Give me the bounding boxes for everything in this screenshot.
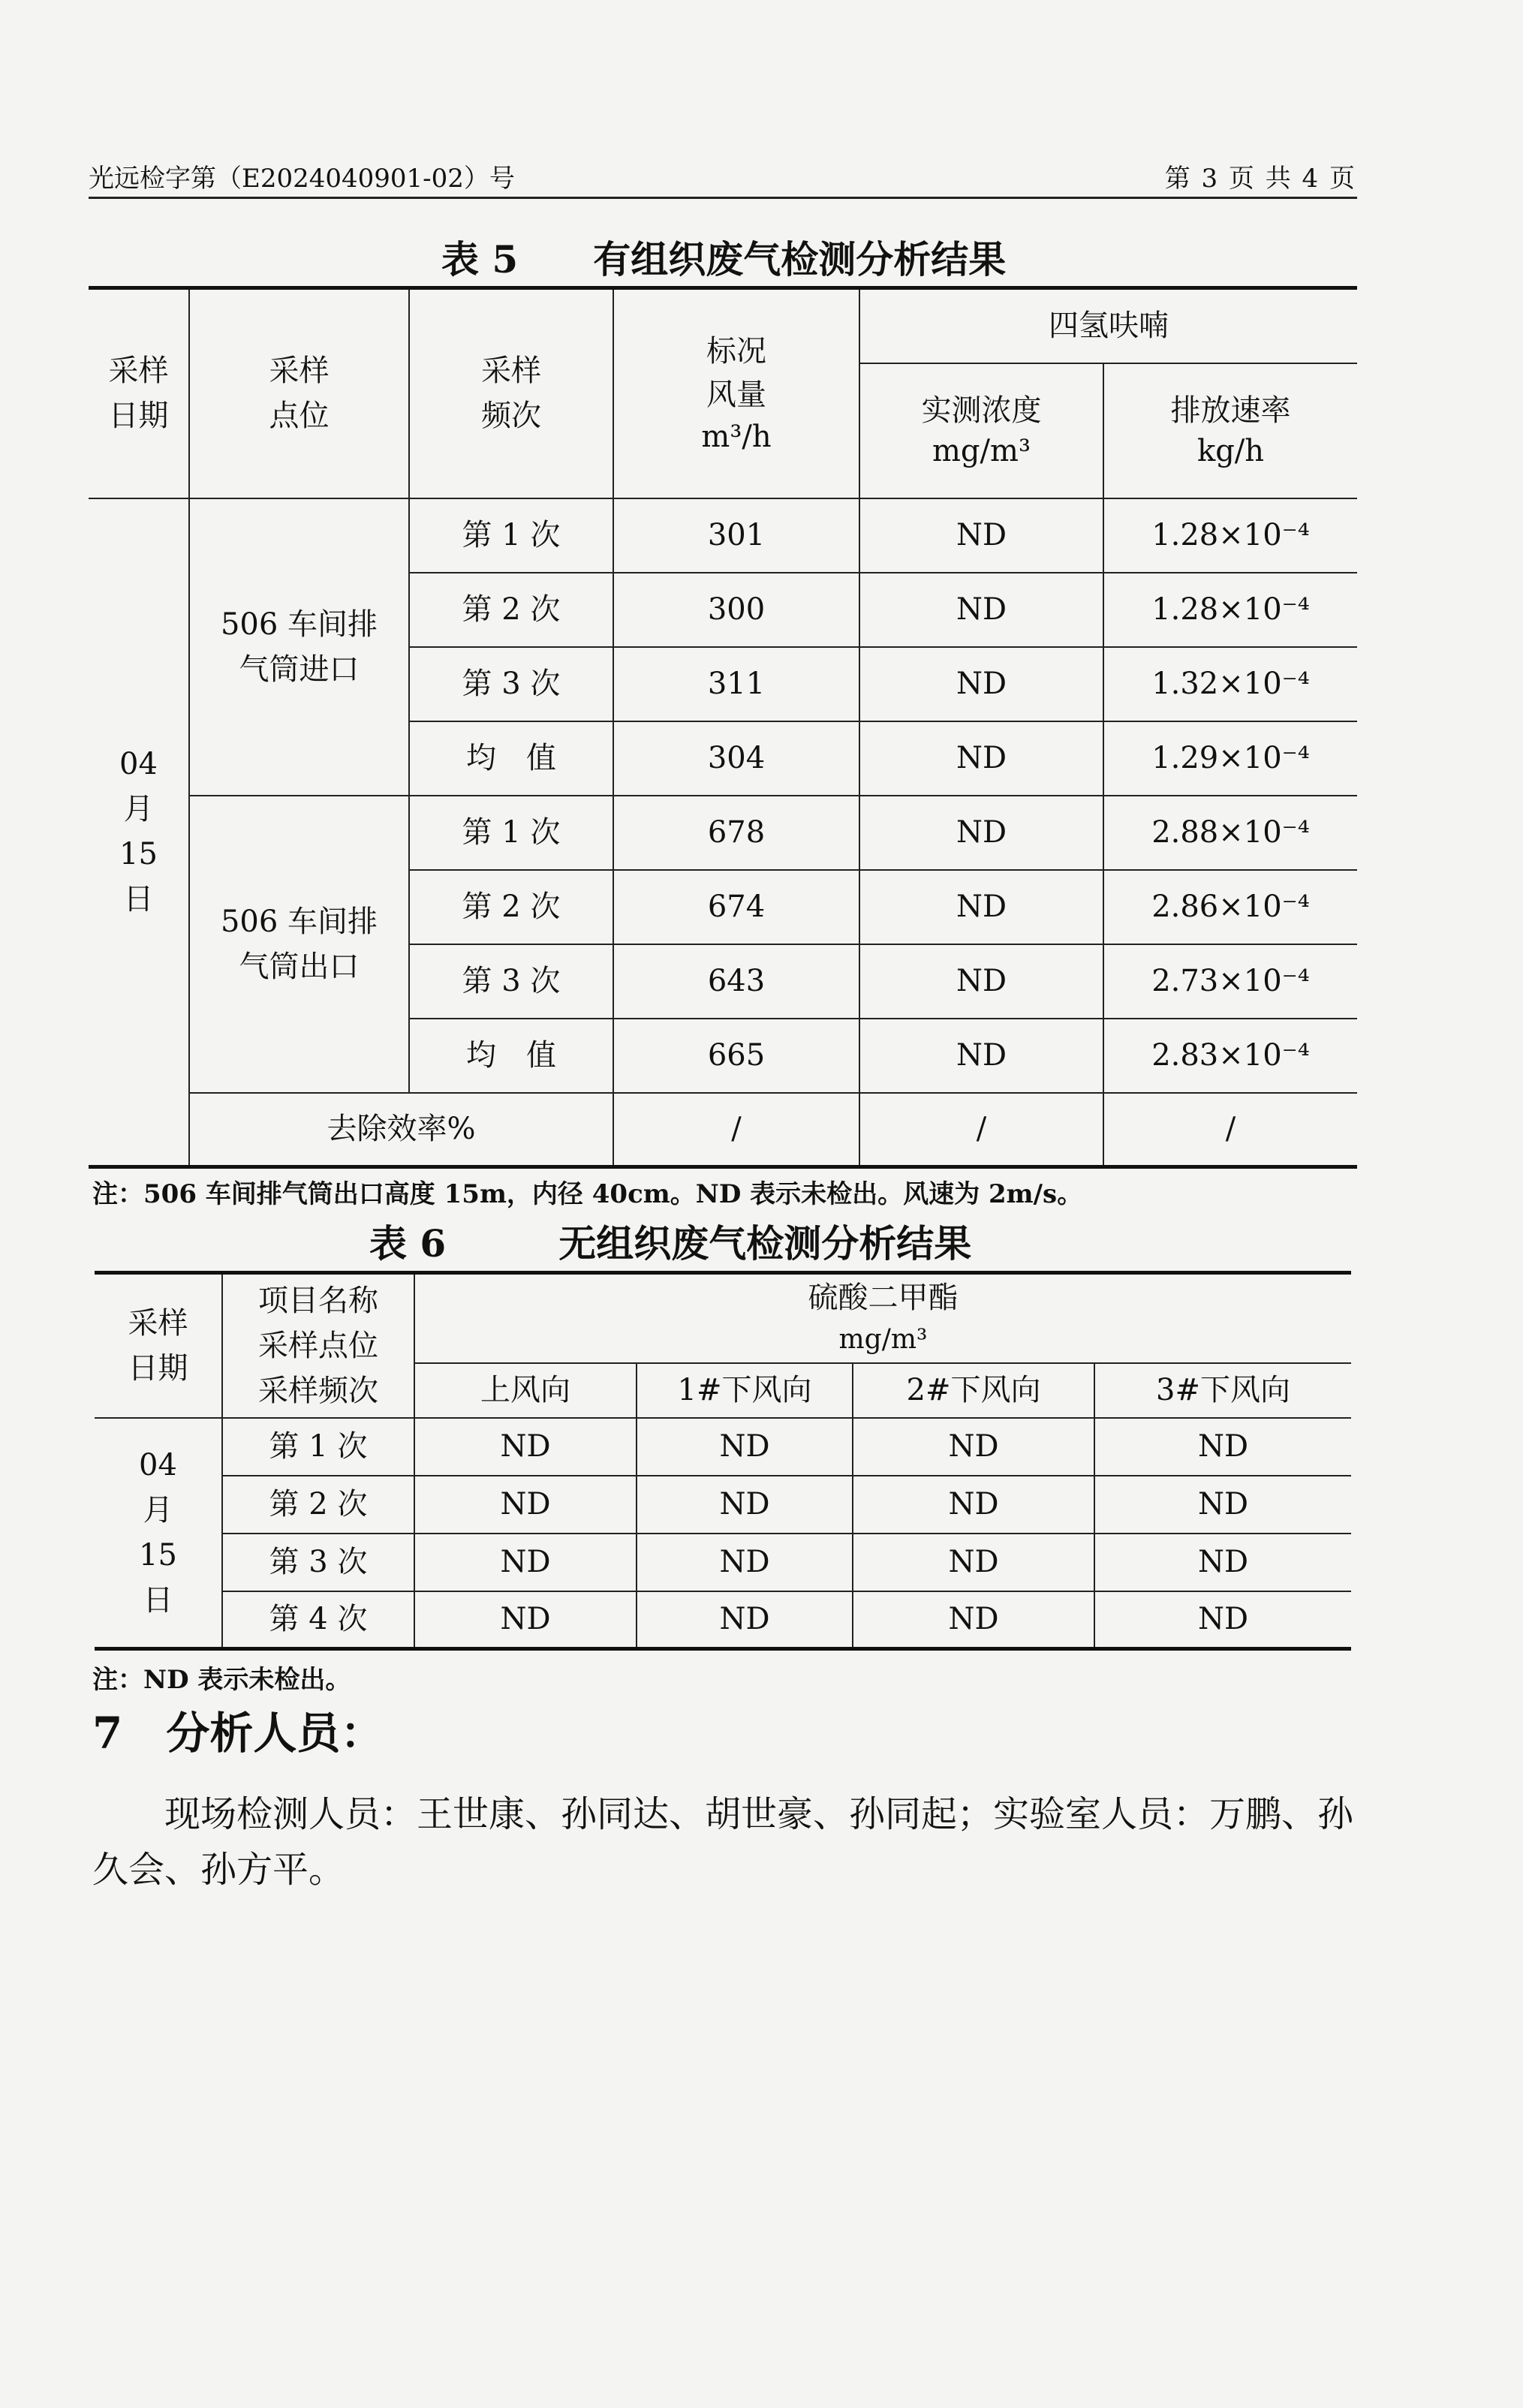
t5-header-freq: 采样频次 <box>409 288 613 498</box>
t5-conc: ND <box>859 498 1103 573</box>
table6-caption: 表 6 无组织废气检测分析结果 <box>369 1221 972 1266</box>
t6-value: ND <box>1094 1534 1351 1591</box>
t6-header-upwind: 上风向 <box>414 1363 637 1418</box>
t5-rate: 1.29×10⁻⁴ <box>1103 721 1357 796</box>
t5-freq: 第 1 次 <box>409 796 613 870</box>
table5-note: 注：506 车间排气筒出口高度 15m，内径 40cm。ND 表示未检出。风速为 2m/s。 <box>92 1179 1083 1209</box>
t5-header-date: 采样日期 <box>89 288 189 498</box>
t6-freq: 第 4 次 <box>222 1591 414 1649</box>
t6-header-item-freq: 采样频次 <box>258 1373 378 1408</box>
table5-caption: 表 5 有组织废气检测分析结果 <box>441 237 1007 281</box>
t5-rate: 1.28×10⁻⁴ <box>1103 573 1357 647</box>
t5-conc: ND <box>859 944 1103 1019</box>
t5-point-inlet: 506 车间排气筒进口 <box>189 498 409 796</box>
t5-rate: 2.83×10⁻⁴ <box>1103 1019 1357 1093</box>
t5-removal-label: 去除效率% <box>189 1093 613 1167</box>
t5-freq: 第 2 次 <box>409 573 613 647</box>
section7-text: 现场检测人员：王世康、孙同达、胡世豪、孙同起；实验室人员：万鹏、孙久会、孙方平。 <box>92 1793 1354 1891</box>
t6-freq: 第 3 次 <box>222 1534 414 1591</box>
t6-header-downwind-3: 3#下风向 <box>1094 1363 1351 1418</box>
t5-date-cell: 04 月 15 日 <box>89 498 189 1167</box>
t6-value: ND <box>637 1476 853 1534</box>
t5-conc: ND <box>859 1019 1103 1093</box>
table5-organized-emission <box>89 286 1357 1169</box>
t6-header-item-point: 采样点位 <box>258 1328 378 1363</box>
t6-header-downwind-1: 1#下风向 <box>637 1363 853 1418</box>
t5-rate: 2.73×10⁻⁴ <box>1103 944 1357 1019</box>
t5-header-flow: 标况风量 m³/h <box>613 288 859 498</box>
t5-flow-unit: m³/h <box>701 420 772 455</box>
t5-rate: 1.28×10⁻⁴ <box>1103 498 1357 573</box>
t6-freq: 第 2 次 <box>222 1476 414 1534</box>
t5-header-compound: 四氢呋喃 <box>859 288 1357 363</box>
t5-removal-rate: / <box>1103 1093 1357 1167</box>
header-divider <box>89 197 1357 199</box>
t5-freq: 均 值 <box>409 721 613 796</box>
t6-value: ND <box>637 1418 853 1476</box>
table6-note: 注：ND 表示未检出。 <box>92 1665 351 1695</box>
t5-header-conc: 实测浓度 mg/m³ <box>859 363 1103 498</box>
t6-freq: 第 1 次 <box>222 1418 414 1476</box>
t5-freq: 均 值 <box>409 1019 613 1093</box>
t6-value: ND <box>414 1534 637 1591</box>
t5-freq: 第 3 次 <box>409 944 613 1019</box>
t5-rate-unit: kg/h <box>1196 433 1265 468</box>
t5-conc: ND <box>859 870 1103 944</box>
t6-header-date: 采样日期 <box>95 1273 222 1418</box>
t5-header-rate: 排放速率 kg/h <box>1103 363 1357 498</box>
t5-conc: ND <box>859 573 1103 647</box>
t6-header-downwind-2: 2#下风向 <box>853 1363 1094 1418</box>
t6-date-cell: 04 月 15 日 <box>95 1418 222 1649</box>
t6-value: ND <box>414 1476 637 1534</box>
t5-freq: 第 2 次 <box>409 870 613 944</box>
t6-value: ND <box>853 1418 1094 1476</box>
t6-value: ND <box>853 1476 1094 1534</box>
t6-value: ND <box>1094 1418 1351 1476</box>
t5-rate: 2.86×10⁻⁴ <box>1103 870 1357 944</box>
t6-value: ND <box>414 1418 637 1476</box>
t5-flow: 678 <box>613 796 859 870</box>
t5-conc-unit: mg/m³ <box>932 433 1031 468</box>
t6-unit: mg/m³ <box>838 1324 928 1356</box>
section7-title: 7 分析人员： <box>92 1708 384 1759</box>
t5-rate: 2.88×10⁻⁴ <box>1103 796 1357 870</box>
t5-conc: ND <box>859 796 1103 870</box>
t6-value: ND <box>1094 1476 1351 1534</box>
t5-rate: 1.32×10⁻⁴ <box>1103 647 1357 721</box>
t5-removal-conc: / <box>859 1093 1103 1167</box>
t5-point-outlet: 506 车间排气筒出口 <box>189 796 409 1093</box>
table6-fugitive-emission <box>95 1271 1351 1651</box>
t5-flow: 304 <box>613 721 859 796</box>
t6-value: ND <box>414 1591 637 1649</box>
t5-conc: ND <box>859 721 1103 796</box>
t5-flow: 311 <box>613 647 859 721</box>
t6-value: ND <box>853 1591 1094 1649</box>
t6-value: ND <box>853 1534 1094 1591</box>
t5-flow: 674 <box>613 870 859 944</box>
t5-flow: 301 <box>613 498 859 573</box>
t6-value: ND <box>1094 1591 1351 1649</box>
t5-conc: ND <box>859 647 1103 721</box>
t6-header-item-name: 项目名称 <box>258 1283 378 1318</box>
t5-flow: 643 <box>613 944 859 1019</box>
t6-value: ND <box>637 1591 853 1649</box>
t6-header-item <box>222 1273 414 1418</box>
page-info: 第 3 页 共 4 页 <box>1164 164 1356 194</box>
t5-flow: 665 <box>613 1019 859 1093</box>
t6-header-compound: 硫酸二甲酯 mg/m³ <box>414 1273 1351 1363</box>
report-number: 光远检字第（E2024040901-02）号 <box>89 164 515 194</box>
t5-freq: 第 1 次 <box>409 498 613 573</box>
t5-header-point: 采样点位 <box>189 288 409 498</box>
t5-removal-flow: / <box>613 1093 859 1167</box>
t5-freq: 第 3 次 <box>409 647 613 721</box>
t6-value: ND <box>637 1534 853 1591</box>
t5-flow: 300 <box>613 573 859 647</box>
